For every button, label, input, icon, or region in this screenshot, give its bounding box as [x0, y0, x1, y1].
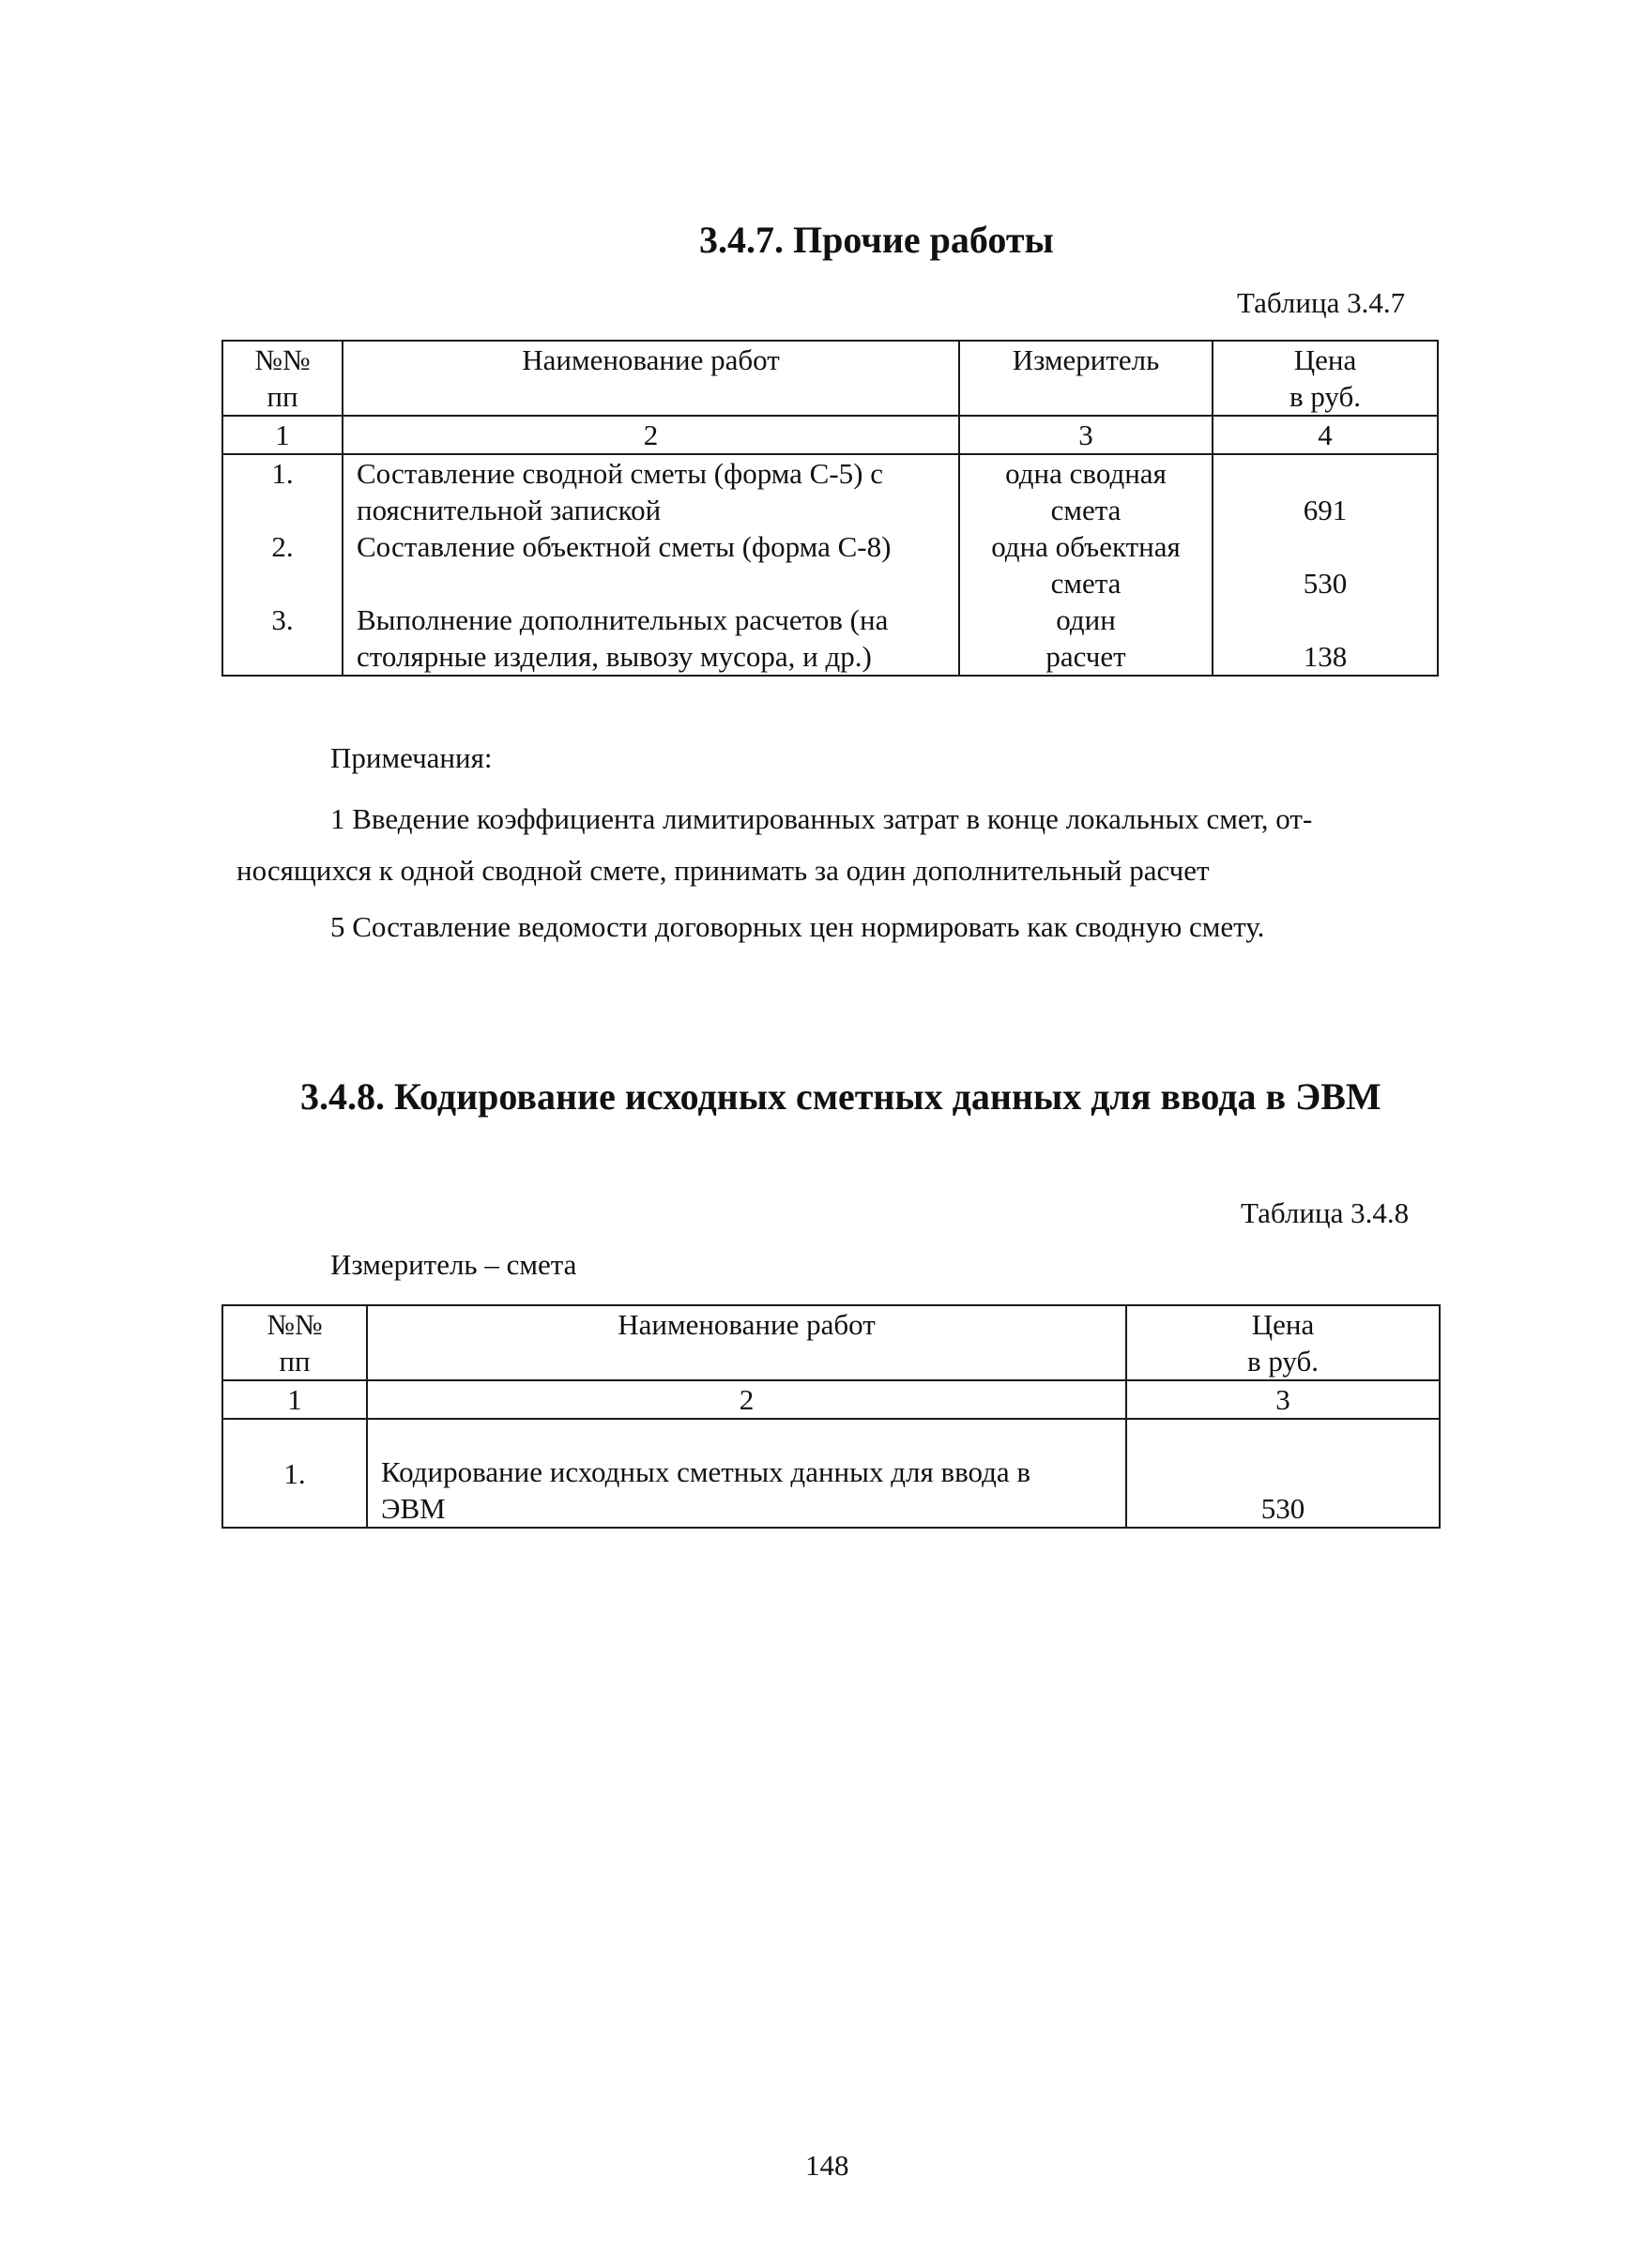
section-heading-3-4-7: 3.4.7. Прочие работы — [699, 219, 1054, 261]
header-cell-number: №№ пп — [222, 341, 343, 416]
table-body-row — [222, 454, 1438, 676]
page-number: 148 — [805, 2149, 849, 2182]
row-name: Кодирование исходных сметных данных для ввода в ЭВМ — [367, 1419, 1126, 1528]
column-number: 1 — [222, 1380, 367, 1419]
notes-title: Примечания: — [330, 741, 493, 774]
section-heading-3-4-8: 3.4.8. Кодирование исходных сметных данных для ввода в ЭВМ — [300, 1075, 1381, 1118]
name-column: Составление сводной сметы (форма С-5) с пояснительной запиской Составление объектной сметы (форма С-8) Выполнение дополнительных расчетов (на столярные изделия, вывозу мусора, и др.) — [343, 454, 959, 676]
column-number: 4 — [1213, 416, 1438, 454]
table-header-row — [222, 1305, 1440, 1380]
row-price: 530 — [1126, 1419, 1440, 1528]
table-3-4-7 — [221, 340, 1439, 677]
note-line: 1 Введение коэффициента лимитированных затрат в конце локальных смет, от- — [330, 802, 1313, 835]
unit-column: одна сводная смета одна объектная смета один расчет — [959, 454, 1213, 676]
note-line: 5 Составление ведомости договорных цен нормировать как сводную смету. — [330, 910, 1265, 943]
note-line: носящихся к одной сводной смете, принимать за один дополнительный расчет — [237, 854, 1210, 887]
table-caption-3-4-7: Таблица 3.4.7 — [1237, 286, 1406, 319]
column-number: 3 — [1126, 1380, 1440, 1419]
table-3-4-8 — [221, 1304, 1441, 1529]
column-number: 3 — [959, 416, 1213, 454]
number-column: 1. 2. 3. — [222, 454, 343, 676]
column-number: 1 — [222, 416, 343, 454]
header-cell-name: Наименование работ — [343, 341, 959, 416]
unit-note: Измеритель – смета — [330, 1248, 577, 1281]
row-number: 1. — [222, 1419, 367, 1528]
header-cell-unit: Измеритель — [959, 341, 1213, 416]
table-caption-3-4-8: Таблица 3.4.8 — [1241, 1196, 1410, 1229]
column-number: 2 — [343, 416, 959, 454]
price-column: 691 530 138 — [1213, 454, 1438, 676]
header-cell-price: Цена в руб. — [1126, 1305, 1440, 1380]
column-number: 2 — [367, 1380, 1126, 1419]
table-header-row — [222, 341, 1438, 416]
header-cell-number: №№ пп — [222, 1305, 367, 1380]
table-body-row — [222, 1419, 1440, 1528]
column-number-row — [222, 1380, 1440, 1419]
column-number-row — [222, 416, 1438, 454]
header-cell-name: Наименование работ — [367, 1305, 1126, 1380]
header-cell-price: Цена в руб. — [1213, 341, 1438, 416]
